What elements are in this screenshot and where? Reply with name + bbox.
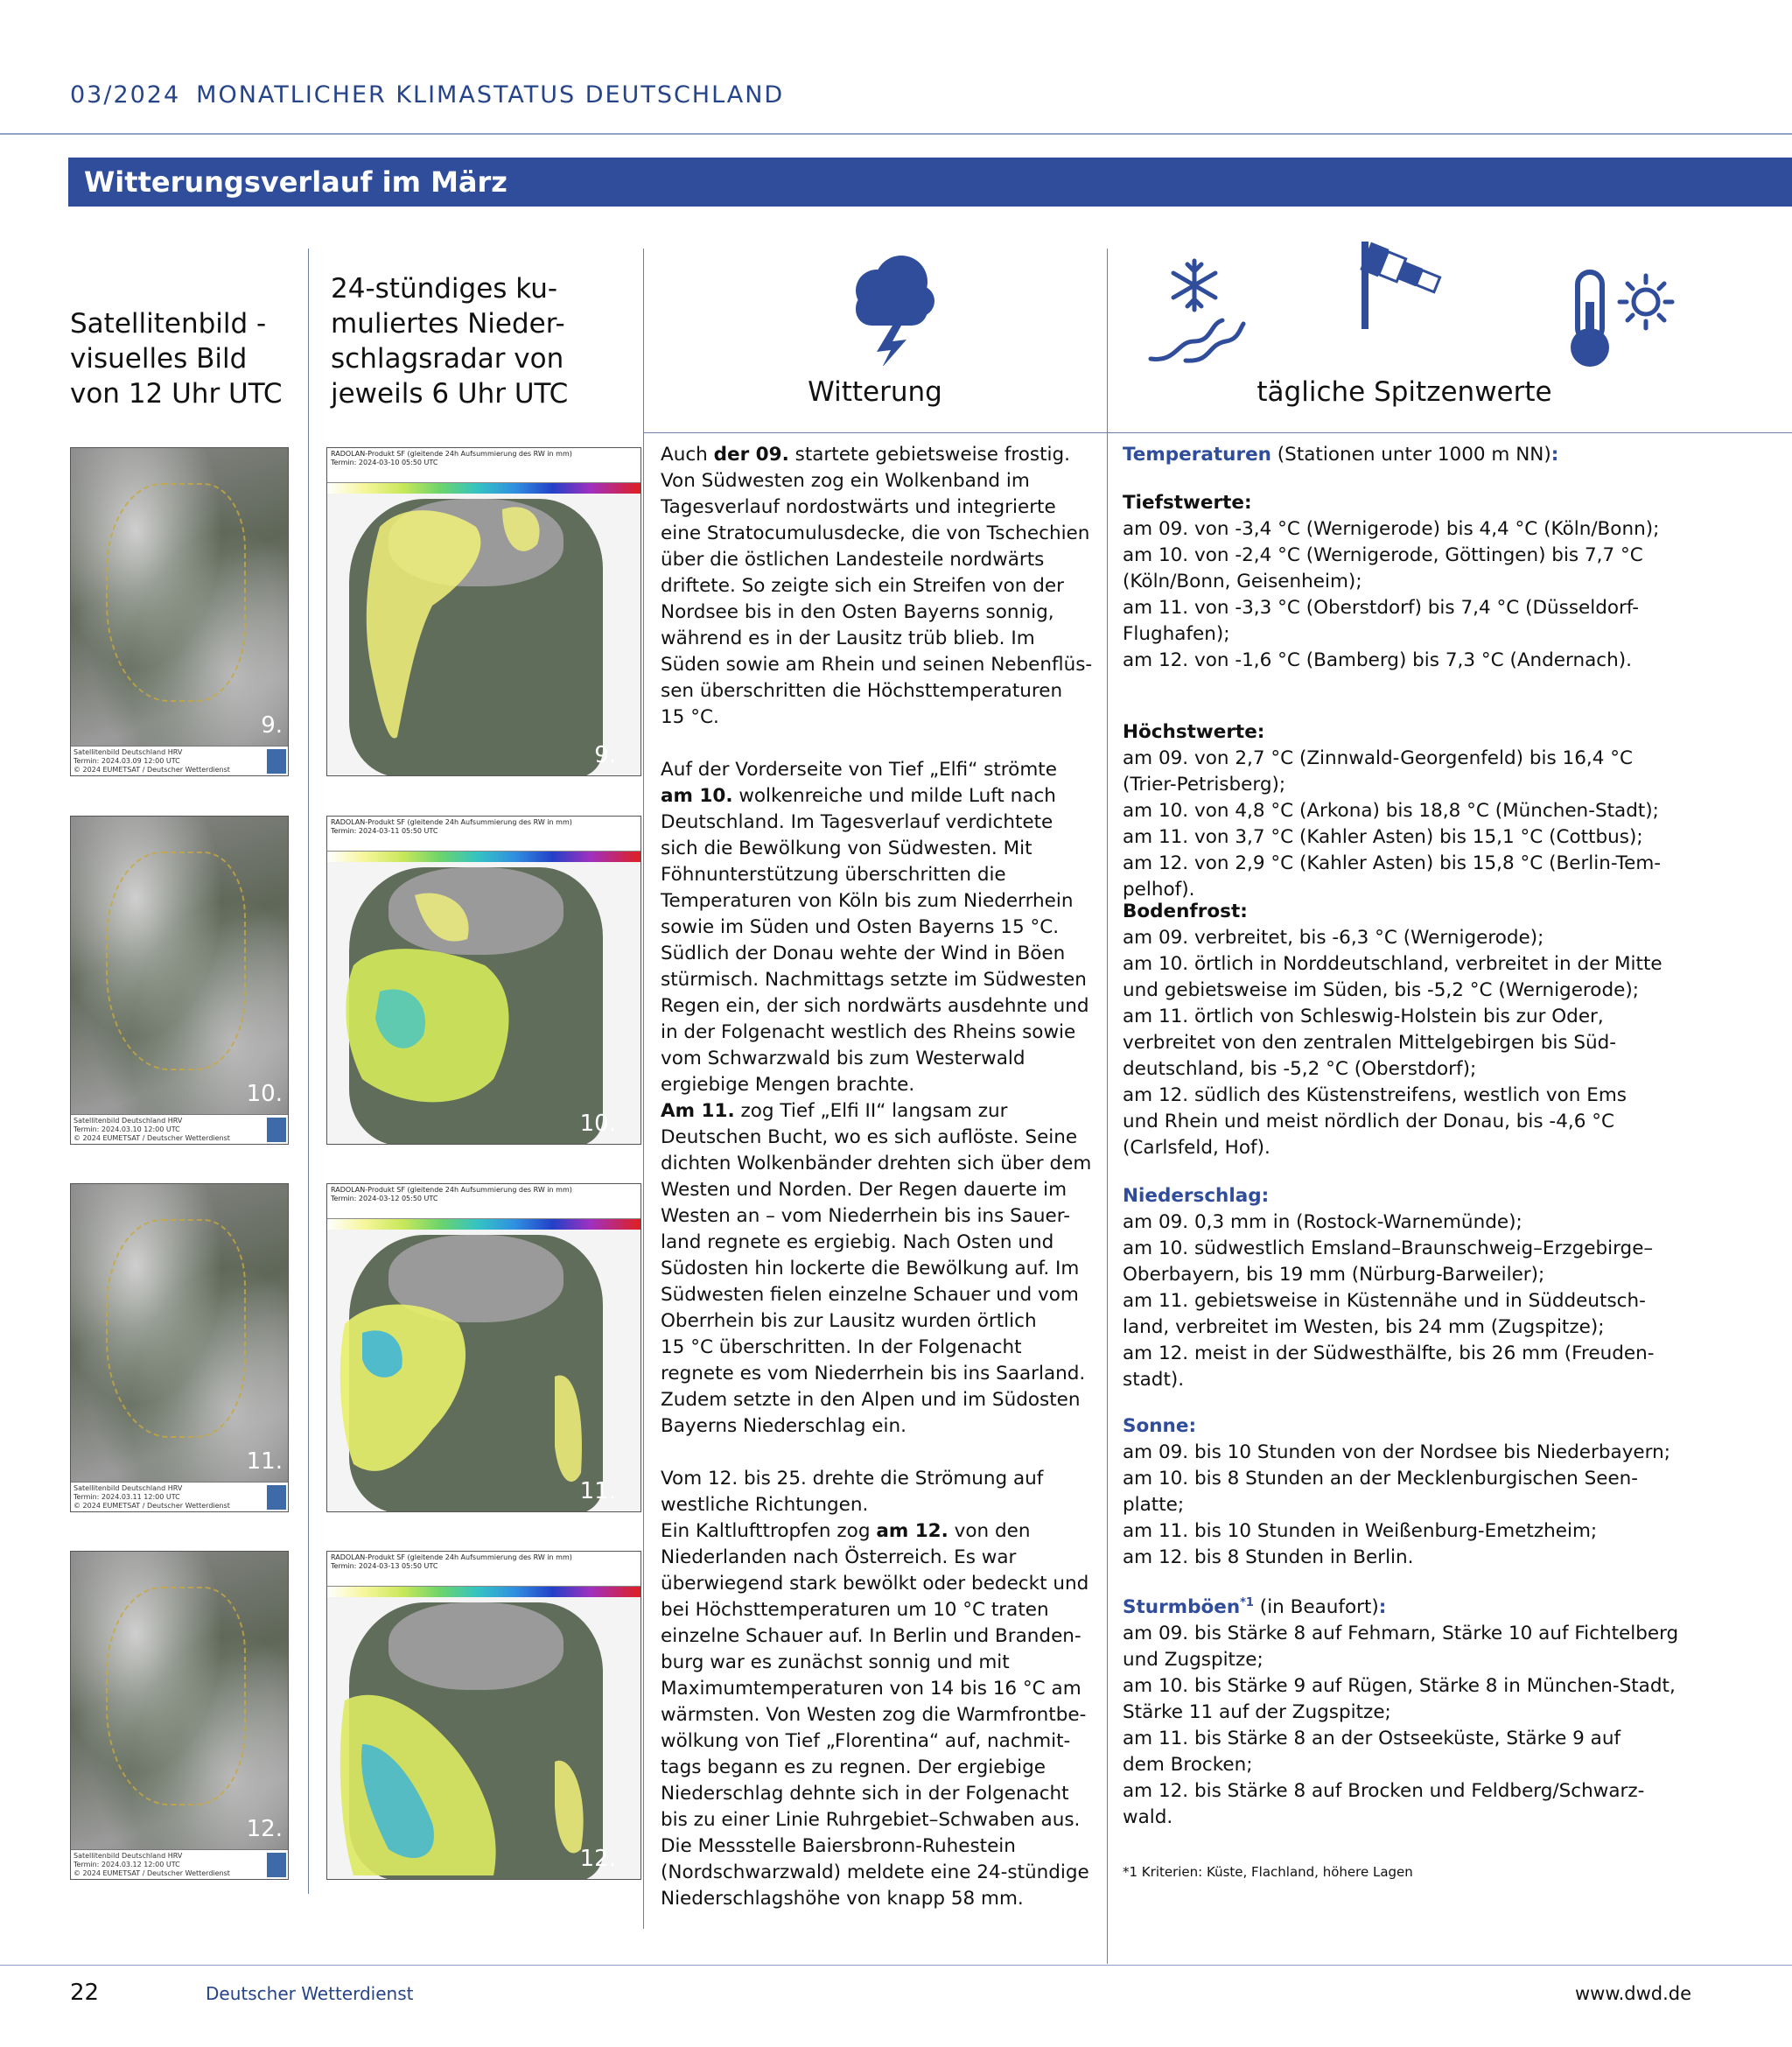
caption-line: Satellitenbild Deutschland HRV xyxy=(74,748,183,756)
peak-line: am 11. von -3,3 °C (Oberstdorf) bis 7,4 °C (Düsseldorf- xyxy=(1123,597,1640,619)
caption-line: Termin: 2024.03.09 12:00 UTC xyxy=(74,757,180,765)
text-run: von den Niederlanden nach Österreich. Es war überwiegend stark bewölkt oder bedeckt und bei Höchsttemperaturen um 10 °C traten einzelne Schauer auf. In Berlin und Branden- burg war es zunächst sonnig und mit Maximumtemperaturen von 14 bis 16 °C am wärmsten. Von Westen zog die Warmfrontbe- wölkung von Tief „Florentina“ auf, nachmit- tags begann es zu regnen. Der ergiebige Niederschlag dehnte sich in der Folgenacht bis zu einer Linie Ruhrgebiet–Schwaben aus. Die Messstelle Baiersbronn-Ruhestein (Nordschwarzwald) meldete eine 24-stündige Niederschlagshöhe von knapp 58 mm. xyxy=(661,1520,1089,1910)
satellite-day-label: 12. xyxy=(246,1816,283,1842)
subsection-heading: Bodenfrost: xyxy=(1123,901,1248,922)
dwd-logo-icon xyxy=(267,1853,286,1877)
footer-divider xyxy=(0,1965,1792,1966)
subsection-heading: Höchstwerte: xyxy=(1123,721,1265,743)
precipitation-section: Niederschlag: am 09. 0,3 mm in (Rostock-Warnemünde); am 10. südwestlich Emsland–Braunschweig–Erzgebirge– Oberbayern, bis 19 mm (Nürburg-Barweiler); am 11. gebietsweise in Küstennähe und in Süddeutsch- land, verbreitet im Westen, bis 24 mm (Zugspitze); am 12. meist in der Südwesthälfte, bis 26 mm (Freuden- stadt). xyxy=(1123,1183,1753,1393)
footer-url[interactable]: www.dwd.de xyxy=(1575,1983,1692,2004)
radar-title-line: Termin: 2024-03-10 05:50 UTC xyxy=(331,459,438,466)
radar-day-label: 10. xyxy=(579,1111,616,1137)
peak-line: am 09. von 2,7 °C (Zinnwald-Georgenfeld) bis 16,4 °C xyxy=(1123,747,1633,769)
caption-line: Termin: 2024.03.10 12:00 UTC xyxy=(74,1125,180,1133)
thermometer-sun-icon xyxy=(1562,267,1676,375)
radar-title-line: Termin: 2024-03-12 05:50 UTC xyxy=(331,1195,438,1202)
precip-overlay xyxy=(327,448,641,776)
date-highlight: am 10. xyxy=(661,785,733,807)
peak-line: am 09. von -3,4 °C (Wernigerode) bis 4,4 °C (Köln/Bonn); xyxy=(1123,518,1660,540)
cloud-lightning-icon xyxy=(842,247,938,369)
text-run: startete gebietsweise frostig. Von Südwesten zog ein Wolkenband im Tagesverlauf nordostwärts und integrierte eine Stratocumulusdecke, die von Tschechien über die östlichen Landesteile nordwärts driftete. So zeigte sich ein Streifen von der Nordsee bis in den Osten Bayerns sonnig, während es in der Lausitz trüb blieb. Im Süden sowie am Rhein und seinen Nebenflüs- sen überschritten die Höchsttemperaturen 15 °C. Auf der Vorderseite von Tief „Elfi“ strömte xyxy=(661,444,1093,781)
ground-frost-section xyxy=(1123,899,1753,1161)
satellite-day-label: 11. xyxy=(246,1448,283,1475)
radar-title-line: RADOLAN-Produkt SF (gleitende 24h Aufsummierung des RW in mm) xyxy=(331,1186,572,1194)
radar-day-label: 12. xyxy=(579,1846,616,1872)
section-heading: Sturmböen xyxy=(1123,1596,1241,1619)
caption-line: Termin: 2024.03.12 12:00 UTC xyxy=(74,1861,180,1868)
satellite-image xyxy=(70,447,289,776)
peak-line: Oberbayern, bis 19 mm (Nürburg-Barweiler); xyxy=(1123,1264,1545,1286)
dwd-logo-icon xyxy=(267,1118,286,1142)
header-title xyxy=(70,81,784,109)
satellite-caption xyxy=(71,1849,288,1879)
column-header-weather: Witterung xyxy=(808,376,942,408)
column-header-line: von 12 Uhr UTC xyxy=(70,378,283,410)
section-title: Witterungsverlauf im März xyxy=(84,165,508,199)
section-heading: Sonne xyxy=(1123,1415,1189,1437)
satellite-day-label: 10. xyxy=(246,1081,283,1107)
country-border-overlay xyxy=(106,483,246,702)
column-divider-1 xyxy=(308,249,309,1894)
section-heading: Niederschlag xyxy=(1123,1185,1262,1207)
peak-line: am 12. von -1,6 °C (Bamberg) bis 7,3 °C (Andernach). xyxy=(1123,649,1632,671)
peak-line: am 12. bis 8 Stunden in Berlin. xyxy=(1123,1546,1414,1568)
peak-line: (Köln/Bonn, Geisenheim); xyxy=(1123,571,1362,592)
peak-line: dem Brocken; xyxy=(1123,1754,1253,1777)
footnote: *1 Kriterien: Küste, Flachland, höhere Lagen xyxy=(1123,1864,1413,1880)
peak-line: am 10. bis 8 Stunden an der Mecklenburgischen Seen- xyxy=(1123,1468,1639,1490)
satellite-caption xyxy=(71,1482,288,1511)
peak-line: Stärke 11 auf der Zugspitze; xyxy=(1123,1701,1391,1724)
peak-line: deutschland, bis -5,2 °C (Oberstdorf); xyxy=(1123,1058,1477,1080)
caption-line: © 2024 EUMETSAT / Deutscher Wetterdienst xyxy=(74,1134,230,1142)
dwd-logo-icon xyxy=(267,1485,286,1510)
peak-line: (Carlsfeld, Hof). xyxy=(1123,1137,1270,1159)
peak-line: Flughafen); xyxy=(1123,623,1230,645)
peak-line: am 09. verbreitet, bis -6,3 °C (Wernigerode); xyxy=(1123,927,1544,949)
page-number: 22 xyxy=(70,1980,100,2006)
column-divider-3 xyxy=(1107,249,1108,1964)
column-header-line: visuelles Bild xyxy=(70,343,248,375)
caption-line: © 2024 EUMETSAT / Deutscher Wetterdienst xyxy=(74,766,230,774)
column-header-line: muliertes Nieder- xyxy=(331,308,565,340)
caption-line: Satellitenbild Deutschland HRV xyxy=(74,1484,183,1492)
column-divider-2 xyxy=(643,249,644,1929)
text-run: zog Tief „Elfi II“ langsam zur Deutschen Bucht, wo es sich auflöste. Seine dichten Wolkenbänder drehten sich über dem Westen und Norden. Der Regen dauerte im Westen an – vom Niederrhein bis ins Sauer- land regnete es ergiebig. Nach Osten und Südosten hin lockerte die Bewölkung auf. Im Südwesten fielen einzelne Schauer und vom Oberrhein bis zur Lausitz wurden örtlich 15 °C überschritten. In der Folgenacht regnete es vom Niederrhein bis ins Saarland. Zudem setzte in den Alpen und im Südosten Bayerns Niederschlag ein. Vom 12. bis 25. drehte die Strömung auf westliche Richtungen. Ein Kaltlufttropfen zog xyxy=(661,1100,1092,1542)
satellite-image xyxy=(70,1551,289,1880)
caption-line: © 2024 EUMETSAT / Deutscher Wetterdienst xyxy=(74,1869,230,1877)
column-header-line: Satellitenbild - xyxy=(70,308,267,340)
publication-title: MONATLICHER KLIMASTATUS DEUTSCHLAND xyxy=(196,81,785,109)
dwd-logo-icon xyxy=(267,749,286,774)
peak-line: am 09. 0,3 mm in (Rostock-Warnemünde); xyxy=(1123,1211,1522,1233)
issue-number: 03/2024 xyxy=(70,81,181,109)
subsection-heading: Tiefstwerte: xyxy=(1123,492,1252,514)
peak-line: am 09. bis 10 Stunden von der Nordsee bis Niederbayern; xyxy=(1123,1441,1670,1463)
peak-line: am 12. bis Stärke 8 auf Brocken und Feldberg/Schwarz- xyxy=(1123,1780,1645,1803)
peak-line: verbreitet von den zentralen Mittelgebirgen bis Süd- xyxy=(1123,1032,1617,1054)
column-header-satellite xyxy=(70,306,283,411)
radar-title-line: RADOLAN-Produkt SF (gleitende 24h Aufsummierung des RW in mm) xyxy=(331,450,572,458)
satellite-caption xyxy=(71,746,288,775)
peak-line: am 12. von 2,9 °C (Kahler Asten) bis 15,8 °C (Berlin-Tem- xyxy=(1123,852,1662,874)
peak-line: am 11. örtlich von Schleswig-Holstein bis zur Oder, xyxy=(1123,1006,1604,1027)
date-highlight: Am 11. xyxy=(661,1100,735,1122)
precip-overlay xyxy=(327,1184,641,1512)
caption-line: Satellitenbild Deutschland HRV xyxy=(74,1117,183,1125)
radar-day-label: 9. xyxy=(594,742,616,768)
peak-line: am 10. bis Stärke 9 auf Rügen, Stärke 8 in München-Stadt, xyxy=(1123,1675,1676,1698)
country-border-overlay xyxy=(106,852,246,1070)
section-note: (Stationen unter 1000 m NN) xyxy=(1270,444,1551,466)
peak-line: am 10. von -2,4 °C (Wernigerode, Göttingen) bis 7,7 °C xyxy=(1123,544,1643,566)
peak-line: und gebietsweise im Süden, bis -5,2 °C (Wernigerode); xyxy=(1123,979,1639,1001)
date-highlight: der 09. xyxy=(713,444,789,466)
peak-line: und Zugspitze; xyxy=(1123,1649,1264,1672)
satellite-image xyxy=(70,816,289,1145)
caption-line: © 2024 EUMETSAT / Deutscher Wetterdienst xyxy=(74,1502,230,1510)
column-header-radar xyxy=(331,271,568,411)
peak-line: am 11. gebietsweise in Küstennähe und in Süddeutsch- xyxy=(1123,1290,1646,1312)
column-header-peaks: tägliche Spitzenwerte xyxy=(1256,376,1552,408)
radar-title-line: Termin: 2024-03-13 05:50 UTC xyxy=(331,1562,438,1570)
peak-line: stadt). xyxy=(1123,1369,1185,1391)
radar-image xyxy=(326,1183,641,1512)
snowflake-road-icon xyxy=(1142,254,1247,371)
peak-line: und Rhein und meist nördlich der Donau, bis -4,6 °C xyxy=(1123,1111,1614,1132)
peak-line: am 10. von 4,8 °C (Arkona) bis 18,8 °C (München-Stadt); xyxy=(1123,800,1659,822)
column-header-divider xyxy=(643,432,1792,433)
satellite-image xyxy=(70,1183,289,1512)
peak-line: wald. xyxy=(1123,1806,1173,1829)
text-run: wolkenreiche und milde Luft nach Deutschland. Im Tagesverlauf verdichtete sich die Bewölkung von Südwesten. Mit Föhnunterstützung überschritten die Temperaturen von Köln bis zum Niederrhein sowie im Süden und Osten Bayerns 15 °C. Südlich der Donau wehte der Wind in Böen stürmisch. Nachmittags setzte im Südwesten Regen ein, der sich nordwärts ausdehnte und in der Folgenacht westlich des Rheins sowie vom Schwarzwald bis zum Westerwald ergiebige Mengen brachte. xyxy=(661,785,1089,1096)
temperature-heading xyxy=(1123,442,1753,468)
column-header-line: jeweils 6 Uhr UTC xyxy=(331,378,569,410)
peak-line: am 10. örtlich in Norddeutschland, verbreitet in der Mitte xyxy=(1123,953,1662,975)
peak-line: am 09. bis Stärke 8 auf Fehmarn, Stärke 10 auf Fichtelberg xyxy=(1123,1623,1679,1645)
precip-overlay xyxy=(327,817,641,1145)
peak-line: pelhof). xyxy=(1123,879,1195,901)
radar-title-line: RADOLAN-Produkt SF (gleitende 24h Aufsummierung des RW in mm) xyxy=(331,1553,572,1561)
peak-line: am 12. südlich des Küstenstreifens, westlich von Ems xyxy=(1123,1084,1627,1106)
country-border-overlay xyxy=(106,1219,246,1438)
country-border-overlay xyxy=(106,1587,246,1805)
radar-image xyxy=(326,447,641,776)
satellite-day-label: 9. xyxy=(261,712,283,739)
windsock-icon xyxy=(1356,236,1461,336)
peak-line: am 10. südwestlich Emsland–Braunschweig–Erzgebirge– xyxy=(1123,1237,1654,1259)
gusts-section: Sturmböen$^{*1}$ (in Beaufort): am 09. bis Stärke 8 auf Fehmarn, Stärke 10 auf Fichtelberg und Zugspitze; am 10. bis Stärke 9 auf Rügen, Stärke 8 in München-Stadt, Stärke 11 auf der Zugspitze; am 11. bis Stärke 8 an der Ostseeküste, Stärke 9 auf dem Brocken; am 12. bis Stärke 8 auf Brocken und Feldberg/Schwarz- wald. xyxy=(1123,1590,1753,1831)
peak-line: am 12. meist in der Südwesthälfte, bis 26 mm (Freuden- xyxy=(1123,1342,1655,1364)
heading-colon: : xyxy=(1550,444,1559,466)
temperature-section xyxy=(1123,442,1753,468)
section-note: (in Beaufort) xyxy=(1253,1596,1379,1619)
precip-overlay xyxy=(327,1552,641,1880)
radar-image xyxy=(326,816,641,1145)
section-heading: Temperaturen xyxy=(1123,444,1271,466)
peak-line: am 11. bis 10 Stunden in Weißenburg-Emetzheim; xyxy=(1123,1520,1598,1542)
peak-line: am 11. von 3,7 °C (Kahler Asten) bis 15,1 °C (Cottbus); xyxy=(1123,826,1643,848)
peak-line: land, verbreitet im Westen, bis 24 mm (Zugspitze); xyxy=(1123,1316,1605,1338)
weather-description xyxy=(661,442,1098,1912)
sunshine-section: Sonne: am 09. bis 10 Stunden von der Nordsee bis Niederbayern; am 10. bis 8 Stunden an der Mecklenburgischen Seen- platte; am 11. bis 10 Stunden in Weißenburg-Emetzheim; am 12. bis 8 Stunden in Berlin. xyxy=(1123,1413,1753,1571)
satellite-caption xyxy=(71,1114,288,1144)
header-divider xyxy=(0,133,1792,135)
peak-line: (Trier-Petrisberg); xyxy=(1123,774,1286,796)
date-highlight: am 12. xyxy=(876,1520,948,1542)
footnote-marker: *1 xyxy=(1240,1596,1254,1609)
radar-title-line: RADOLAN-Produkt SF (gleitende 24h Aufsummierung des RW in mm) xyxy=(331,818,572,826)
footer-organization: Deutscher Wetterdienst xyxy=(206,1983,414,2004)
text-run: Auch xyxy=(661,444,714,466)
caption-line: Termin: 2024.03.11 12:00 UTC xyxy=(74,1493,180,1501)
peak-line: am 11. bis Stärke 8 an der Ostseeküste, Stärke 9 auf xyxy=(1123,1728,1621,1750)
radar-title-line: Termin: 2024-03-11 05:50 UTC xyxy=(331,827,438,835)
max-temp-section xyxy=(1123,719,1753,903)
radar-day-label: 11. xyxy=(579,1478,616,1504)
peak-line: platte; xyxy=(1123,1494,1185,1516)
caption-line: Satellitenbild Deutschland HRV xyxy=(74,1852,183,1860)
min-temp-section xyxy=(1123,490,1753,674)
column-header-line: 24-stündiges ku- xyxy=(331,273,558,305)
radar-image xyxy=(326,1551,641,1880)
section-banner xyxy=(68,158,1792,207)
column-header-line: schlagsradar von xyxy=(331,343,564,375)
